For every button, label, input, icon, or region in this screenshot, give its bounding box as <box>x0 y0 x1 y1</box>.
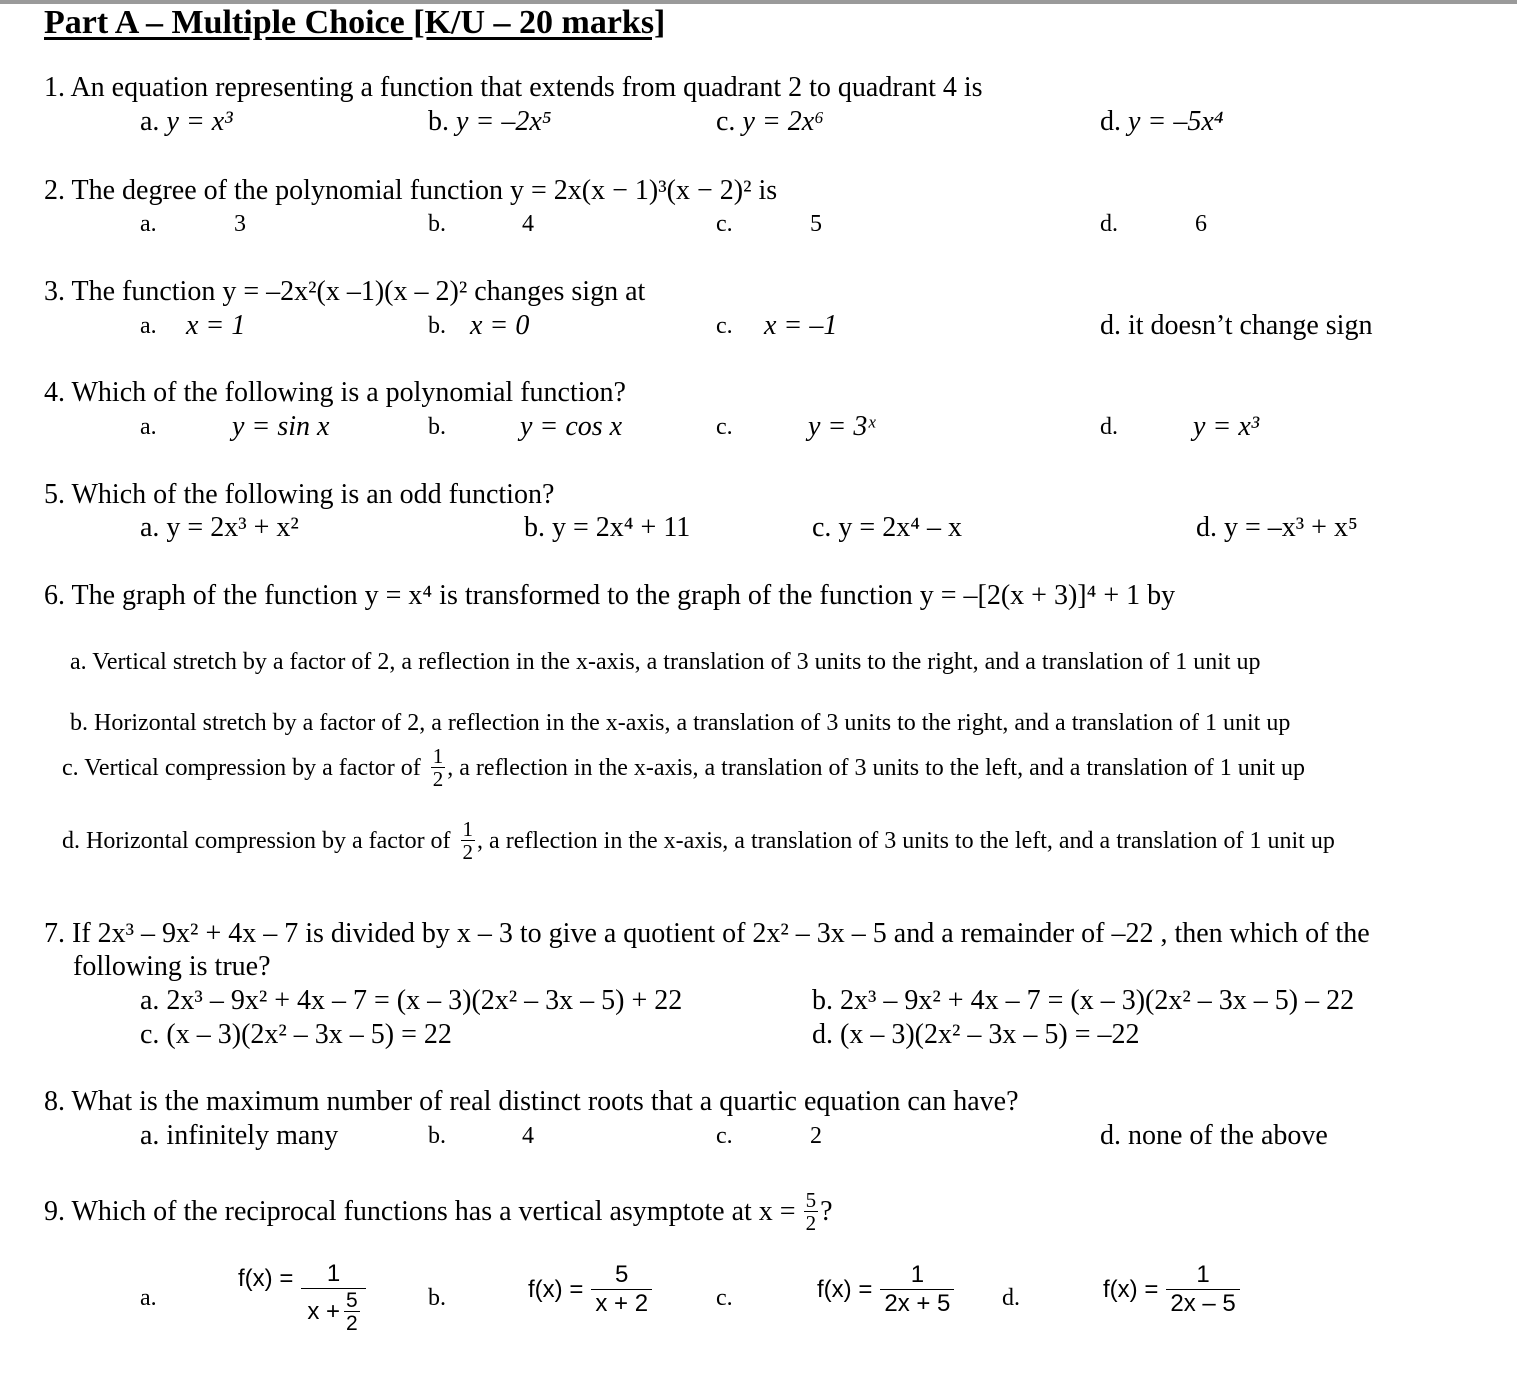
q9-stem <box>44 1190 833 1234</box>
q2-d-label[interactable]: d. <box>1100 211 1118 237</box>
q6-c-frac-den: 2 <box>432 767 444 791</box>
q1-d-expr: y = –5x⁴ <box>1128 106 1224 137</box>
q6-c-prefix: c. Vertical compression by a factor of <box>62 755 421 781</box>
q9-stem-qmark: ? <box>820 1196 833 1227</box>
q6-c-suffix: , a reflection in the x-axis, a translation of 3 units to the left, and a translation of 1 unit up <box>447 755 1306 781</box>
q5-option-b[interactable]: b. y = 2x⁴ + 11 <box>524 512 691 543</box>
q7-stem-line2: following is true? <box>73 951 271 982</box>
q8-option-a[interactable]: a. infinitely many <box>140 1120 339 1151</box>
q1-stem: 1. An equation representing a function that extends from quadrant 2 to quadrant 4 is <box>44 72 983 103</box>
q9-b-fraction <box>591 1263 652 1316</box>
q9-a-den-text: x + <box>307 1298 341 1325</box>
q5-stem: 5. Which of the following is an odd function? <box>44 479 555 510</box>
q3-c-label[interactable]: c. <box>716 313 733 339</box>
q2-b-label[interactable]: b. <box>428 211 446 237</box>
q9-c-label[interactable]: c. <box>716 1285 733 1311</box>
q9-c-num: 1 <box>910 1261 925 1288</box>
q4-b-value <box>520 413 622 441</box>
q1-d-label: d. <box>1100 106 1121 137</box>
q4-d-value <box>1193 413 1259 441</box>
q9-stem-text: 9. Which of the reciprocal functions has a vertical asymptote at x = <box>44 1196 796 1227</box>
q3-c-value <box>764 312 837 340</box>
q5-option-a[interactable]: a. y = 2x³ + x² <box>140 512 299 543</box>
q9-d-label[interactable]: d. <box>1002 1285 1020 1311</box>
q9-a-den-frac-num: 5 <box>346 1289 358 1312</box>
q5-option-c[interactable]: c. y = 2x⁴ – x <box>812 512 962 543</box>
q8-stem: 8. What is the maximum number of real distinct roots that a quartic equation can have? <box>44 1086 1019 1117</box>
q3-b-value <box>470 312 529 340</box>
q3-b-label[interactable]: b. <box>428 313 446 339</box>
q7-option-b[interactable]: b. 2x³ – 9x² + 4x – 7 = (x – 3)(2x² – 3x – 5) – 22 <box>812 985 1355 1016</box>
q9-stem-fraction <box>804 1190 819 1234</box>
q6-option-a[interactable]: a. Vertical stretch by a factor of 2, a reflection in the x-axis, a translation of 3 units to the right, and a translation of 1 unit up <box>70 649 1261 675</box>
q6-option-d[interactable] <box>62 819 1335 863</box>
q9-a-fraction <box>301 1262 365 1334</box>
q1-option-c[interactable] <box>716 108 824 136</box>
q1-b-label: b. <box>428 106 449 137</box>
q1-option-a[interactable] <box>140 108 233 136</box>
q3-option-d[interactable] <box>1100 312 1372 340</box>
q1-option-b[interactable] <box>428 108 551 136</box>
q9-a-fx: f(x) = <box>238 1265 294 1292</box>
q9-c-fx: f(x) = <box>817 1275 873 1303</box>
q2-c-value: 5 <box>810 211 822 237</box>
q1-option-d[interactable] <box>1100 108 1223 136</box>
q9-stem-frac-num: 5 <box>805 1188 817 1212</box>
q3-a-expr: x = 1 <box>186 310 246 341</box>
q8-c-value: 2 <box>810 1123 822 1149</box>
q6-d-prefix: d. Horizontal compression by a factor of <box>62 828 451 854</box>
q1-c-expr: y = 2x⁶ <box>742 106 824 137</box>
q4-d-label[interactable]: d. <box>1100 414 1118 440</box>
q8-b-label[interactable]: b. <box>428 1123 446 1149</box>
q9-option-c[interactable] <box>817 1263 954 1316</box>
q2-d-value: 6 <box>1195 211 1207 237</box>
q4-a-label[interactable]: a. <box>140 414 157 440</box>
q6-d-fraction <box>461 819 476 863</box>
q6-c-fraction <box>431 746 446 790</box>
q3-c-expr: x = –1 <box>764 310 838 341</box>
q2-b-value: 4 <box>522 211 534 237</box>
q7-stem-line1: 7. If 2x³ – 9x² + 4x – 7 is divided by x – 3 to give a quotient of 2x² – 3x – 5 and a remainder of –22 , then which of the <box>44 918 1370 949</box>
q4-c-value <box>808 413 875 441</box>
q9-a-den-frac-den: 2 <box>346 1312 358 1335</box>
q2-stem: 2. The degree of the polynomial function y = 2x(x − 1)³(x − 2)² is <box>44 175 778 206</box>
q7-option-c[interactable]: c. (x – 3)(2x² – 3x – 5) = 22 <box>140 1019 452 1050</box>
q3-a-label[interactable]: a. <box>140 313 157 339</box>
q4-b-expr: y = cos x <box>520 411 623 442</box>
q6-d-frac-den: 2 <box>462 840 474 864</box>
q6-d-suffix: , a reflection in the x-axis, a translation of 3 units to the left, and a translation of 1 unit up <box>477 828 1335 854</box>
q9-b-num: 5 <box>615 1261 629 1288</box>
q1-a-expr: y = x³ <box>166 106 233 137</box>
q4-a-expr: y = sin x <box>232 411 330 442</box>
q1-c-label: c. <box>716 106 736 137</box>
q6-option-c[interactable] <box>62 746 1305 790</box>
q9-option-b[interactable] <box>528 1263 652 1316</box>
q3-a-value <box>186 312 245 340</box>
q7-option-d[interactable]: d. (x – 3)(2x² – 3x – 5) = –22 <box>812 1019 1140 1050</box>
q4-a-value <box>232 413 329 441</box>
q9-a-den <box>301 1288 365 1334</box>
q6-d-frac-num: 1 <box>462 817 474 841</box>
q2-a-label[interactable]: a. <box>140 211 157 237</box>
section-title: Part A – Multiple Choice [K/U – 20 marks] <box>44 4 666 41</box>
q6-option-b[interactable]: b. Horizontal stretch by a factor of 2, a reflection in the x-axis, a translation of 3 units to the right, and a translation of 1 unit up <box>70 710 1291 736</box>
q6-stem: 6. The graph of the function y = x⁴ is transformed to the graph of the function y = –[2(x + 3)]⁴ + 1 by <box>44 580 1176 611</box>
q4-c-expr: y = 3ˣ <box>808 411 876 442</box>
q1-b-expr: y = –2x⁵ <box>456 106 552 137</box>
q9-d-fx: f(x) = <box>1103 1275 1159 1303</box>
q3-d-value: it doesn’t change sign <box>1128 310 1373 341</box>
q9-a-label[interactable]: a. <box>140 1285 157 1311</box>
q9-b-den: x + 2 <box>591 1289 652 1316</box>
q6-c-frac-num: 1 <box>432 744 444 768</box>
q8-option-d[interactable]: d. none of the above <box>1100 1120 1328 1151</box>
q8-b-value: 4 <box>522 1123 534 1149</box>
q9-c-fraction <box>880 1263 954 1316</box>
q9-option-d[interactable] <box>1103 1263 1240 1316</box>
q5-option-d[interactable]: d. y = –x³ + x⁵ <box>1196 512 1358 543</box>
q9-b-fx: f(x) = <box>528 1275 584 1303</box>
q4-d-expr: y = x³ <box>1193 411 1260 442</box>
q9-d-fraction <box>1166 1263 1239 1316</box>
q4-c-label[interactable]: c. <box>716 414 733 440</box>
q9-stem-frac-den: 2 <box>805 1211 817 1235</box>
q9-b-label[interactable]: b. <box>428 1285 446 1311</box>
q9-c-den: 2x + 5 <box>880 1289 954 1316</box>
q2-a-value: 3 <box>234 211 246 237</box>
q2-c-label[interactable]: c. <box>716 211 733 237</box>
q4-b-label[interactable]: b. <box>428 414 446 440</box>
q9-d-num: 1 <box>1196 1261 1210 1288</box>
q9-a-num: 1 <box>326 1260 341 1287</box>
q9-a-den-fraction <box>344 1290 360 1334</box>
q3-stem: 3. The function y = –2x²(x –1)(x – 2)² changes sign at <box>44 276 646 307</box>
q3-b-expr: x = 0 <box>470 310 530 341</box>
q1-a-label: a. <box>140 106 160 137</box>
q8-c-label[interactable]: c. <box>716 1123 733 1149</box>
q9-option-a[interactable] <box>238 1262 366 1334</box>
q7-option-a[interactable]: a. 2x³ – 9x² + 4x – 7 = (x – 3)(2x² – 3x – 5) + 22 <box>140 985 683 1016</box>
q3-d-label: d. <box>1100 310 1121 341</box>
q4-stem: 4. Which of the following is a polynomial function? <box>44 377 626 408</box>
q9-d-den: 2x – 5 <box>1166 1289 1239 1316</box>
